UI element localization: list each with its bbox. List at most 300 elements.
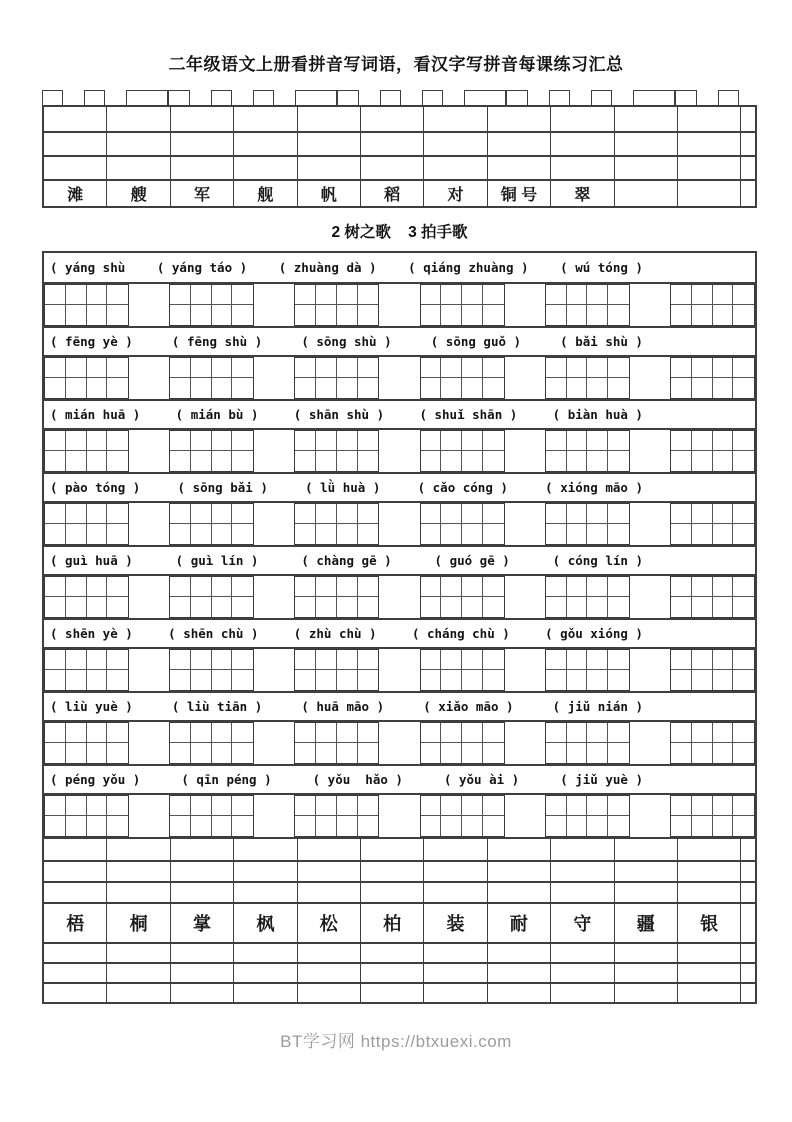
- tianzige-quadrant: [212, 577, 233, 597]
- tianzige-quadrant: [713, 305, 734, 325]
- tianzige-pair: [420, 503, 505, 545]
- empty-cell: [171, 839, 234, 860]
- tianzige-quadrant: [692, 650, 713, 670]
- tianzige-quadrant: [107, 431, 128, 451]
- tianzige-quadrant: [546, 285, 567, 305]
- pinyin-row: [44, 691, 755, 720]
- tianzige-quadrant: [441, 670, 462, 690]
- tianzige-quadrant: [45, 723, 66, 743]
- tianzige-quadrant: [462, 796, 483, 816]
- edge-cell: [741, 839, 755, 860]
- character-cell: 耐: [488, 904, 551, 942]
- tianzige-pair: [670, 357, 755, 399]
- grid-gap: [379, 357, 419, 399]
- empty-cell: [298, 883, 361, 902]
- tianzige-quadrant: [733, 358, 754, 378]
- tianzige-quadrant: [713, 451, 734, 471]
- character-cell: 铜 号: [488, 181, 551, 206]
- empty-cell: [615, 964, 678, 982]
- tianzige-quadrant: [295, 504, 316, 524]
- tianzige-quadrant: [483, 796, 504, 816]
- tianzige-quadrant: [170, 816, 191, 836]
- character-cell: 枫: [234, 904, 297, 942]
- empty-cell: [678, 157, 741, 179]
- character-cell: 掌: [171, 904, 234, 942]
- empty-cell: [298, 964, 361, 982]
- tianzige-quadrant: [462, 723, 483, 743]
- empty-cell: [551, 862, 614, 881]
- empty-cell: [234, 133, 297, 155]
- tianzige-quadrant: [713, 670, 734, 690]
- empty-cell: [678, 862, 741, 881]
- tianzige-quadrant: [232, 358, 253, 378]
- grid-gap: [254, 430, 294, 472]
- tianzige-quadrant: [45, 504, 66, 524]
- table-row: [44, 881, 755, 902]
- edge-cell: [741, 107, 755, 131]
- cutoff-gap: [697, 104, 718, 105]
- empty-cell: [424, 964, 487, 982]
- empty-cell: [488, 984, 551, 1002]
- tianzige-quadrant: [483, 650, 504, 670]
- tianzige-quadrant: [358, 670, 379, 690]
- tianzige-pair: [44, 722, 129, 764]
- tianzige-pair: [670, 430, 755, 472]
- tianzige-pair: [545, 284, 630, 326]
- tianzige-quadrant: [191, 723, 212, 743]
- tianzige-quadrant: [337, 305, 358, 325]
- cutoff-box: [211, 90, 232, 105]
- tianzige-quadrant: [713, 504, 734, 524]
- tianzige-pair: [670, 795, 755, 837]
- tianzige-quadrant: [107, 577, 128, 597]
- pinyin-row: [44, 545, 755, 574]
- tianzige-quadrant: [232, 524, 253, 544]
- pinyin-word: ( xiǎo māo ): [423, 699, 514, 714]
- tianzige-quadrant: [316, 670, 337, 690]
- tianzige-quadrant: [212, 378, 233, 398]
- grid-gap: [129, 430, 169, 472]
- grid-gap: [630, 649, 670, 691]
- pinyin-word: ( cǎo cóng ): [417, 480, 508, 495]
- tianzige-quadrant: [587, 285, 608, 305]
- empty-cell: [424, 944, 487, 962]
- character-cell: 梧: [44, 904, 107, 942]
- tianzige-quadrant: [107, 285, 128, 305]
- pinyin-word: ( péng yǒu ): [50, 772, 141, 787]
- grid-gap: [379, 430, 419, 472]
- grid-gap: [129, 357, 169, 399]
- tianzige-quadrant: [567, 650, 588, 670]
- tianzige-quadrant: [87, 378, 108, 398]
- tianzige-quadrant: [232, 451, 253, 471]
- tianzige-quadrant: [232, 285, 253, 305]
- tianzige-quadrant: [671, 796, 692, 816]
- tianzige-quadrant: [191, 504, 212, 524]
- empty-cell: [678, 883, 741, 902]
- tianzige-quadrant: [608, 524, 629, 544]
- tianzige-quadrant: [421, 723, 442, 743]
- tianzige-quadrant: [441, 796, 462, 816]
- writing-grid-row: [44, 282, 755, 326]
- grid-gap: [254, 576, 294, 618]
- tianzige-quadrant: [45, 524, 66, 544]
- character-cell: 滩: [44, 181, 107, 206]
- cutoff-gap: [232, 104, 253, 105]
- tianzige-quadrant: [733, 796, 754, 816]
- tianzige-quadrant: [546, 504, 567, 524]
- tianzige-pair: [44, 649, 129, 691]
- pinyin-word: ( liù yuè ): [50, 699, 133, 714]
- tianzige-quadrant: [358, 504, 379, 524]
- cutoff-gap: [63, 104, 84, 105]
- tianzige-quadrant: [608, 577, 629, 597]
- tianzige-quadrant: [45, 378, 66, 398]
- tianzige-quadrant: [546, 650, 567, 670]
- tianzige-pair: [169, 795, 254, 837]
- tianzige-quadrant: [421, 743, 442, 763]
- character-cell: 稻: [361, 181, 424, 206]
- tianzige-quadrant: [567, 451, 588, 471]
- grid-gap: [630, 357, 670, 399]
- tianzige-quadrant: [587, 743, 608, 763]
- empty-cell: [488, 133, 551, 155]
- empty-cell: [171, 944, 234, 962]
- empty-cell: [44, 157, 107, 179]
- character-cell: 装: [424, 904, 487, 942]
- tianzige-quadrant: [483, 816, 504, 836]
- tianzige-quadrant: [232, 796, 253, 816]
- tianzige-quadrant: [170, 431, 191, 451]
- empty-cell: [678, 133, 741, 155]
- tianzige-quadrant: [733, 743, 754, 763]
- tianzige-quadrant: [462, 577, 483, 597]
- tianzige-quadrant: [295, 597, 316, 617]
- tianzige-quadrant: [45, 743, 66, 763]
- tianzige-quadrant: [358, 796, 379, 816]
- pinyin-word: ( xióng māo ): [545, 480, 643, 495]
- tianzige-quadrant: [567, 743, 588, 763]
- tianzige-quadrant: [295, 451, 316, 471]
- tianzige-pair: [420, 722, 505, 764]
- tianzige-quadrant: [212, 305, 233, 325]
- tianzige-quadrant: [87, 723, 108, 743]
- cutoff-gap: [359, 104, 380, 105]
- tianzige-quadrant: [232, 577, 253, 597]
- tianzige-quadrant: [671, 431, 692, 451]
- tianzige-quadrant: [671, 597, 692, 617]
- edge-cell: [741, 984, 755, 1002]
- tianzige-quadrant: [107, 358, 128, 378]
- empty-cell: [234, 944, 297, 962]
- tianzige-quadrant: [295, 431, 316, 451]
- empty-cell: [298, 157, 361, 179]
- tianzige-quadrant: [66, 431, 87, 451]
- tianzige-quadrant: [337, 358, 358, 378]
- character-cell: 对: [424, 181, 487, 206]
- tianzige-quadrant: [45, 670, 66, 690]
- grid-gap: [379, 576, 419, 618]
- tianzige-quadrant: [358, 285, 379, 305]
- pinyin-row: [44, 253, 755, 282]
- empty-cell: [298, 133, 361, 155]
- tianzige-quadrant: [358, 305, 379, 325]
- tianzige-quadrant: [546, 305, 567, 325]
- tianzige-quadrant: [713, 285, 734, 305]
- pinyin-word: ( liù tiān ): [171, 699, 263, 714]
- tianzige-quadrant: [421, 378, 442, 398]
- empty-cell: [615, 839, 678, 860]
- tianzige-quadrant: [295, 524, 316, 544]
- tianzige-quadrant: [441, 305, 462, 325]
- tianzige-quadrant: [567, 816, 588, 836]
- pinyin-word: ( guì lín ): [175, 553, 259, 568]
- tianzige-quadrant: [671, 743, 692, 763]
- empty-cell: [361, 107, 424, 131]
- grid-gap: [379, 795, 419, 837]
- pinyin-word: ( qīn péng ): [181, 772, 272, 787]
- tianzige-quadrant: [232, 504, 253, 524]
- tianzige-quadrant: [546, 577, 567, 597]
- tianzige-quadrant: [170, 285, 191, 305]
- grid-gap: [630, 576, 670, 618]
- tianzige-quadrant: [295, 378, 316, 398]
- tianzige-quadrant: [671, 723, 692, 743]
- pinyin-word: ( mián bù ): [175, 407, 259, 422]
- tianzige-quadrant: [421, 796, 442, 816]
- tianzige-quadrant: [692, 524, 713, 544]
- writing-grid-row: [44, 574, 755, 618]
- empty-cell: [424, 984, 487, 1002]
- tianzige-quadrant: [546, 451, 567, 471]
- edge-cell: [741, 181, 755, 206]
- tianzige-quadrant: [421, 358, 442, 378]
- tianzige-quadrant: [191, 650, 212, 670]
- tianzige-quadrant: [692, 816, 713, 836]
- tianzige-quadrant: [692, 597, 713, 617]
- tianzige-quadrant: [733, 670, 754, 690]
- tianzige-quadrant: [212, 358, 233, 378]
- tianzige-quadrant: [733, 597, 754, 617]
- empty-cell: [107, 157, 170, 179]
- tianzige-quadrant: [170, 504, 191, 524]
- empty-cell: [107, 862, 170, 881]
- edge-cell: [741, 964, 755, 982]
- pinyin-word: ( yǒu ài ): [443, 772, 520, 787]
- empty-cell: [171, 984, 234, 1002]
- tianzige-pair: [545, 649, 630, 691]
- empty-cell: [234, 883, 297, 902]
- tianzige-quadrant: [421, 650, 442, 670]
- tianzige-quadrant: [462, 305, 483, 325]
- empty-cell: [44, 964, 107, 982]
- tianzige-quadrant: [713, 650, 734, 670]
- tianzige-pair: [44, 284, 129, 326]
- tianzige-pair: [169, 576, 254, 618]
- tianzige-quadrant: [692, 670, 713, 690]
- tianzige-quadrant: [232, 305, 253, 325]
- tianzige-quadrant: [316, 378, 337, 398]
- tianzige-quadrant: [441, 723, 462, 743]
- pinyin-word: ( biàn huà ): [552, 407, 643, 422]
- grid-gap: [379, 722, 419, 764]
- cutoff-gap: [443, 104, 464, 105]
- tianzige-quadrant: [608, 816, 629, 836]
- tianzige-quadrant: [713, 816, 734, 836]
- cutoff-box: [253, 90, 274, 105]
- tianzige-quadrant: [567, 358, 588, 378]
- tianzige-quadrant: [295, 743, 316, 763]
- tianzige-pair: [420, 649, 505, 691]
- tianzige-quadrant: [671, 451, 692, 471]
- tianzige-quadrant: [316, 431, 337, 451]
- tianzige-pair: [294, 722, 379, 764]
- empty-cell: [361, 133, 424, 155]
- tianzige-quadrant: [692, 305, 713, 325]
- tianzige-quadrant: [567, 378, 588, 398]
- tianzige-quadrant: [191, 378, 212, 398]
- pinyin-word: ( qiáng zhuàng ): [408, 260, 529, 275]
- tianzige-quadrant: [671, 285, 692, 305]
- tianzige-quadrant: [441, 650, 462, 670]
- tianzige-pair: [420, 430, 505, 472]
- pinyin-word: ( sōng shù ): [301, 334, 392, 349]
- tianzige-quadrant: [421, 670, 442, 690]
- tianzige-quadrant: [733, 451, 754, 471]
- tianzige-quadrant: [107, 504, 128, 524]
- tianzige-pair: [420, 795, 505, 837]
- tianzige-quadrant: [692, 743, 713, 763]
- tianzige-quadrant: [733, 378, 754, 398]
- character-cell: 松: [298, 904, 361, 942]
- pinyin-word: ( shēn yè ): [50, 626, 133, 641]
- writing-grid-row: [44, 355, 755, 399]
- tianzige-quadrant: [191, 577, 212, 597]
- tianzige-quadrant: [671, 524, 692, 544]
- tianzige-pair: [670, 503, 755, 545]
- tianzige-quadrant: [295, 358, 316, 378]
- character-cell: [615, 181, 678, 206]
- tianzige-quadrant: [107, 451, 128, 471]
- empty-cell: [234, 839, 297, 860]
- tianzige-quadrant: [421, 577, 442, 597]
- tianzige-quadrant: [337, 431, 358, 451]
- tianzige-quadrant: [462, 743, 483, 763]
- tianzige-quadrant: [483, 597, 504, 617]
- empty-cell: [107, 107, 170, 131]
- tianzige-quadrant: [337, 378, 358, 398]
- character-cell: 疆: [615, 904, 678, 942]
- pinyin-word: ( fēng yè ): [50, 334, 133, 349]
- tianzige-quadrant: [587, 305, 608, 325]
- tianzige-pair: [545, 357, 630, 399]
- empty-cell: [107, 839, 170, 860]
- tianzige-quadrant: [295, 723, 316, 743]
- empty-cell: [424, 107, 487, 131]
- tianzige-quadrant: [546, 723, 567, 743]
- tianzige-pair: [294, 576, 379, 618]
- tianzige-quadrant: [191, 670, 212, 690]
- tianzige-quadrant: [87, 577, 108, 597]
- tianzige-quadrant: [671, 504, 692, 524]
- tianzige-quadrant: [295, 305, 316, 325]
- tianzige-quadrant: [421, 431, 442, 451]
- tianzige-quadrant: [232, 650, 253, 670]
- pinyin-word: ( cóng lín ): [552, 553, 643, 568]
- tianzige-quadrant: [587, 670, 608, 690]
- tianzige-quadrant: [45, 650, 66, 670]
- table-row: [44, 860, 755, 881]
- edge-cell: [741, 133, 755, 155]
- empty-cell: [678, 944, 741, 962]
- tianzige-quadrant: [587, 504, 608, 524]
- empty-cell: [488, 107, 551, 131]
- empty-cell: [551, 883, 614, 902]
- tianzige-quadrant: [421, 597, 442, 617]
- tianzige-quadrant: [441, 285, 462, 305]
- tianzige-quadrant: [170, 670, 191, 690]
- pinyin-row: [44, 326, 755, 355]
- tianzige-quadrant: [671, 577, 692, 597]
- empty-cell: [107, 944, 170, 962]
- tianzige-quadrant: [170, 577, 191, 597]
- empty-cell: [107, 984, 170, 1002]
- writing-grid-row: [44, 501, 755, 545]
- tianzige-quadrant: [212, 816, 233, 836]
- empty-cell: [551, 157, 614, 179]
- grid-gap: [630, 722, 670, 764]
- empty-cell: [171, 133, 234, 155]
- tianzige-quadrant: [191, 305, 212, 325]
- tianzige-quadrant: [608, 431, 629, 451]
- tianzige-quadrant: [608, 597, 629, 617]
- tianzige-quadrant: [87, 816, 108, 836]
- tianzige-quadrant: [483, 743, 504, 763]
- tianzige-quadrant: [337, 796, 358, 816]
- tianzige-quadrant: [733, 650, 754, 670]
- footer-watermark: BT学习网 https://btxuexi.com: [280, 1032, 512, 1051]
- empty-cell: [551, 839, 614, 860]
- edge-cell: [741, 944, 755, 962]
- tianzige-quadrant: [66, 305, 87, 325]
- tianzige-quadrant: [337, 816, 358, 836]
- tianzige-quadrant: [87, 451, 108, 471]
- empty-cell: [615, 862, 678, 881]
- tianzige-quadrant: [232, 816, 253, 836]
- tianzige-quadrant: [170, 743, 191, 763]
- tianzige-quadrant: [733, 524, 754, 544]
- tianzige-quadrant: [45, 597, 66, 617]
- writing-grid-row: [44, 647, 755, 691]
- tianzige-quadrant: [692, 796, 713, 816]
- page-content: [42, 86, 757, 1004]
- tianzige-quadrant: [87, 743, 108, 763]
- pinyin-word: ( yáng táo ): [156, 260, 248, 275]
- grid-gap: [254, 357, 294, 399]
- pinyin-word: ( chàng gē ): [301, 553, 392, 568]
- tianzige-quadrant: [483, 577, 504, 597]
- tianzige-quadrant: [462, 597, 483, 617]
- tianzige-quadrant: [713, 378, 734, 398]
- tianzige-quadrant: [191, 796, 212, 816]
- tianzige-quadrant: [358, 524, 379, 544]
- tianzige-pair: [44, 430, 129, 472]
- tianzige-quadrant: [483, 285, 504, 305]
- tianzige-pair: [169, 503, 254, 545]
- grid-gap: [505, 503, 545, 545]
- cutoff-grid-row: [42, 86, 757, 105]
- tianzige-quadrant: [232, 431, 253, 451]
